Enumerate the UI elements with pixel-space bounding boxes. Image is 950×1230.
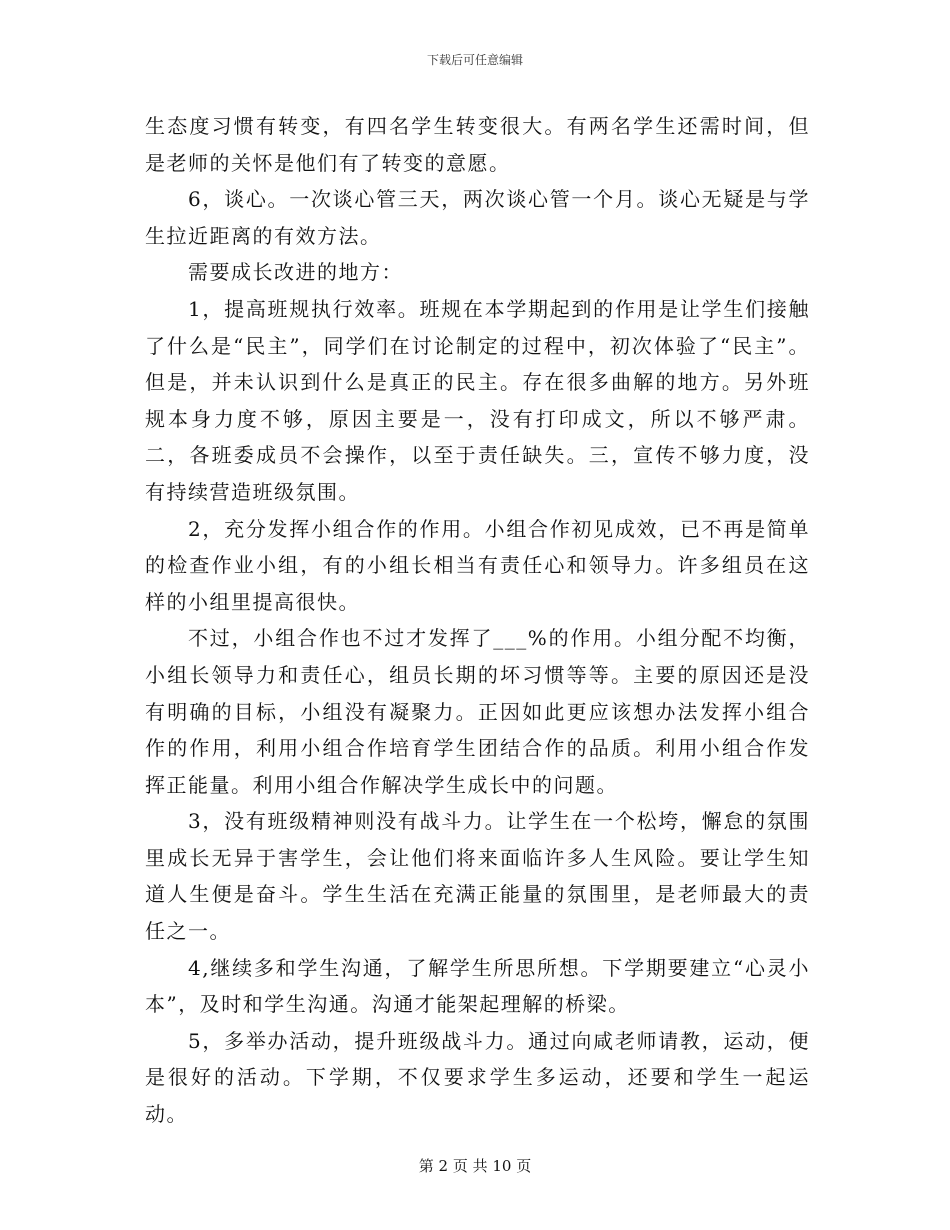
page-header-note: 下载后可任意编辑 (426, 53, 523, 67)
paragraph-4: 1，提高班规执行效率。班规在本学期起到的作用是让学生们接触了什么是“民主”，同学们在讨论制定的过程中，初次体验了“民主”。但是，并未认识到什么是真正的民主。存在很多曲解的地方。另外班规本身力度不够，原因主要是一，没有打印成文，所以不够严肃。二，各班委成员不会操作，以至于责任缺失。三，宣传不够力度，没有持续营造班级氛围。 (145, 296, 810, 504)
page-number: 第 2 页 共 10 页 (418, 1157, 532, 1175)
paragraph-6: 不过，小组合作也不过才发挥了___%的作用。小组分配不均衡，小组长领导力和责任心，组员长期的坏习惯等等。主要的原因还是没有明确的目标，小组没有凝聚力。正因如此更应该想办法发挥小组合作的作用，利用小组合作培育学生团结合作的品质。利用小组合作发挥正能量。利用小组合作解决学生成长中的问题。 (145, 626, 810, 797)
document-body (145, 108, 810, 1133)
paragraph-5: 2，充分发挥小组合作的作用。小组合作初见成效，已不再是简单的检查作业小组，有的小组长相当有责任心和领导力。许多组员在这样的小组里提高很快。 (145, 516, 810, 614)
paragraph-7: 3，没有班级精神则没有战斗力。让学生在一个松垮，懈怠的氛围里成长无异于害学生，会让他们将来面临许多人生风险。要让学生知道人生便是奋斗。学生生活在充满正能量的氛围里，是老师最大的责任之一。 (145, 809, 810, 944)
paragraph-3: 需要成长改进的地方： (188, 260, 403, 285)
paragraph-9: 5，多举办活动，提升班级战斗力。通过向咸老师请教，运动，便是很好的活动。下学期，不仅要求学生多运动，还要和学生一起运动。 (145, 1028, 810, 1127)
paragraph-2: 6，谈心。一次谈心管三天，两次谈心管一个月。谈心无疑是与学生拉近距离的有效方法。 (145, 187, 810, 248)
paragraph-8: 4,继续多和学生沟通，了解学生所思所想。下学期要建立“心灵小本”，及时和学生沟通。沟通才能架起理解的桥梁。 (145, 955, 810, 1017)
paragraph-1: 生态度习惯有转变，有四名学生转变很大。有两名学生还需时间，但是老师的关怀是他们有了转变的意愿。 (145, 114, 810, 175)
